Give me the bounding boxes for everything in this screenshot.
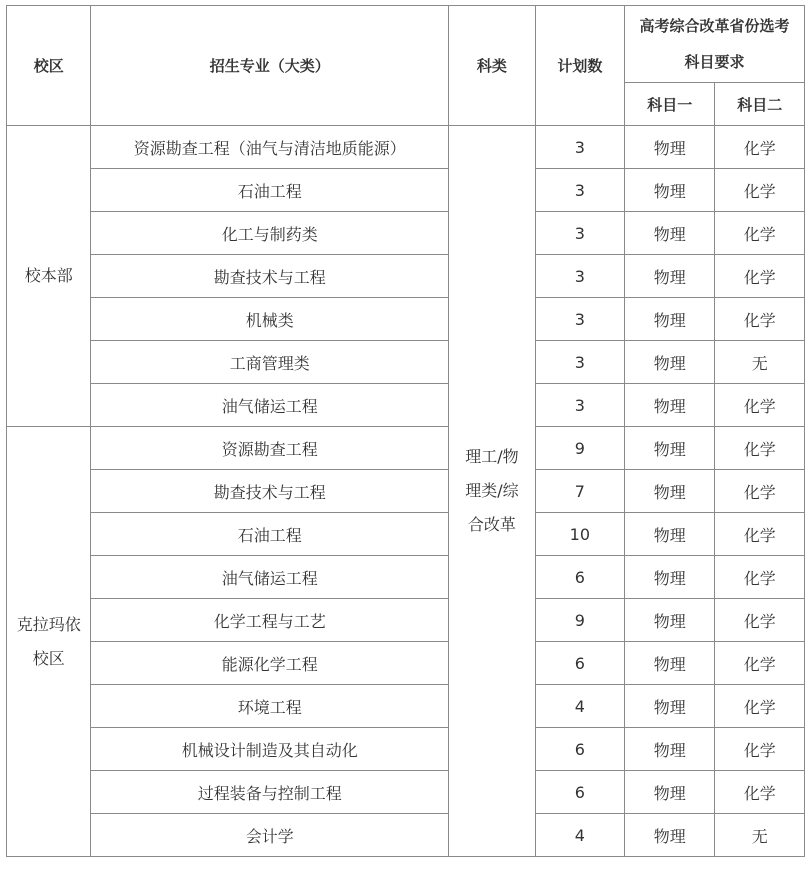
major-cell: 会计学: [91, 814, 449, 857]
category-line: 理工/物: [465, 447, 519, 466]
plan-cell: 6: [535, 556, 624, 599]
subject-2-cell: 化学: [715, 513, 805, 556]
subject-1-cell: 物理: [625, 126, 715, 169]
subject-1-cell: 物理: [625, 556, 715, 599]
major-cell: 化学工程与工艺: [91, 599, 449, 642]
table-row: [7, 556, 805, 599]
major-cell: 石油工程: [91, 169, 449, 212]
table-row: [7, 728, 805, 771]
category-line: 合改革: [467, 515, 516, 534]
major-cell: 油气储运工程: [91, 556, 449, 599]
table-row: [7, 685, 805, 728]
admissions-table: [6, 5, 805, 857]
major-cell: 勘查技术与工程: [91, 255, 449, 298]
plan-cell: 3: [535, 255, 624, 298]
table-row: [7, 427, 805, 470]
table-row: [7, 513, 805, 556]
subject-2-cell: 化学: [715, 728, 805, 771]
major-cell: 资源勘查工程: [91, 427, 449, 470]
subject-1-cell: 物理: [625, 685, 715, 728]
subject-2-cell: 无: [715, 814, 805, 857]
subject-2-cell: 化学: [715, 298, 805, 341]
table-row: [7, 384, 805, 427]
subject-1-cell: 物理: [625, 642, 715, 685]
table-row: [7, 599, 805, 642]
header-subject-2: 科目二: [715, 83, 805, 126]
campus-name-line: 克拉玛依: [16, 614, 81, 634]
subject-2-cell: 化学: [715, 470, 805, 513]
plan-cell: 3: [535, 384, 624, 427]
table-row: [7, 212, 805, 255]
subject-1-cell: 物理: [625, 599, 715, 642]
header-subject-1: 科目一: [625, 83, 715, 126]
table-row: [7, 341, 805, 384]
header-requirement-line-1: 高考综合改革省份选考: [639, 17, 790, 35]
subject-2-cell: 无: [715, 341, 805, 384]
major-cell: 化工与制药类: [91, 212, 449, 255]
major-cell: 过程装备与控制工程: [91, 771, 449, 814]
plan-cell: 10: [535, 513, 624, 556]
subject-2-cell: 化学: [715, 384, 805, 427]
table-row: [7, 814, 805, 857]
subject-1-cell: 物理: [625, 427, 715, 470]
plan-cell: 3: [535, 298, 624, 341]
subject-1-cell: 物理: [625, 384, 715, 427]
plan-cell: 3: [535, 212, 624, 255]
table-row: [7, 470, 805, 513]
table-row: [7, 298, 805, 341]
campus-cell: [7, 126, 91, 427]
header-plan: 计划数: [535, 6, 624, 126]
table-body: [7, 126, 805, 857]
plan-cell: 6: [535, 642, 624, 685]
header-category: 科类: [449, 6, 535, 126]
subject-1-cell: 物理: [625, 169, 715, 212]
table-row: [7, 642, 805, 685]
plan-cell: 4: [535, 685, 624, 728]
subject-1-cell: 物理: [625, 212, 715, 255]
subject-1-cell: 物理: [625, 470, 715, 513]
major-cell: 石油工程: [91, 513, 449, 556]
subject-1-cell: 物理: [625, 341, 715, 384]
plan-cell: 3: [535, 126, 624, 169]
major-cell: 油气储运工程: [91, 384, 449, 427]
subject-2-cell: 化学: [715, 126, 805, 169]
plan-cell: 4: [535, 814, 624, 857]
plan-cell: 3: [535, 169, 624, 212]
plan-cell: 7: [535, 470, 624, 513]
major-cell: 勘查技术与工程: [91, 470, 449, 513]
major-cell: 机械类: [91, 298, 449, 341]
header-campus: 校区: [7, 6, 91, 126]
header-subject-requirement: [625, 6, 805, 83]
category-line: 理类/综: [465, 481, 519, 500]
table-row: [7, 255, 805, 298]
header-requirement-line-2: 科目要求: [684, 53, 745, 71]
category-cell: [449, 126, 535, 857]
table-row: [7, 126, 805, 169]
campus-name-line: 校本部: [24, 266, 73, 285]
subject-1-cell: 物理: [625, 728, 715, 771]
subject-2-cell: 化学: [715, 169, 805, 212]
subject-2-cell: 化学: [715, 212, 805, 255]
major-cell: 环境工程: [91, 685, 449, 728]
plan-cell: 6: [535, 728, 624, 771]
major-cell: 机械设计制造及其自动化: [91, 728, 449, 771]
plan-cell: 3: [535, 341, 624, 384]
campus-name-line: 校区: [32, 648, 65, 668]
table-row: [7, 169, 805, 212]
subject-2-cell: 化学: [715, 556, 805, 599]
subject-2-cell: 化学: [715, 685, 805, 728]
table-row: [7, 771, 805, 814]
subject-1-cell: 物理: [625, 298, 715, 341]
plan-cell: 9: [535, 427, 624, 470]
subject-2-cell: 化学: [715, 427, 805, 470]
subject-2-cell: 化学: [715, 642, 805, 685]
campus-cell: [7, 427, 91, 857]
subject-1-cell: 物理: [625, 771, 715, 814]
major-cell: 工商管理类: [91, 341, 449, 384]
subject-1-cell: 物理: [625, 255, 715, 298]
major-cell: 能源化学工程: [91, 642, 449, 685]
plan-cell: 9: [535, 599, 624, 642]
major-cell: 资源勘查工程（油气与清洁地质能源）: [91, 126, 449, 169]
plan-cell: 6: [535, 771, 624, 814]
subject-2-cell: 化学: [715, 599, 805, 642]
subject-2-cell: 化学: [715, 771, 805, 814]
subject-1-cell: 物理: [625, 814, 715, 857]
subject-2-cell: 化学: [715, 255, 805, 298]
header-major: 招生专业（大类）: [91, 6, 449, 126]
subject-1-cell: 物理: [625, 513, 715, 556]
